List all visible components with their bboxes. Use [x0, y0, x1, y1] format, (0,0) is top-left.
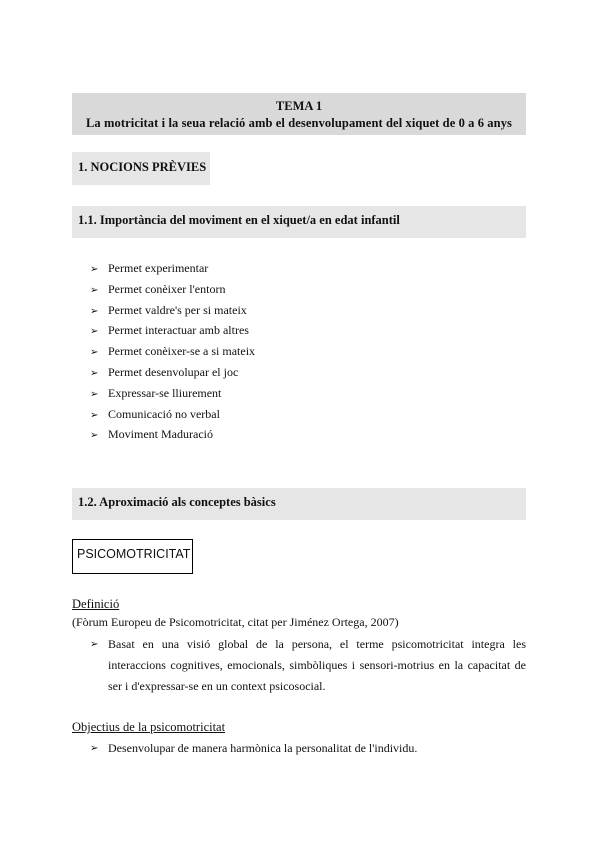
- section-heading-1: 1. NOCIONS PRÈVIES: [72, 152, 210, 185]
- arrow-bullet-icon: ➢: [90, 264, 99, 275]
- arrow-bullet-icon: ➢: [90, 347, 99, 359]
- arrow-bullet-icon: ➢: [90, 430, 99, 442]
- importance-list: [90, 258, 255, 445]
- objectives-heading: Objectius de la psicomotricitat: [72, 720, 226, 734]
- list-item: ➢ Permet desenvolupar el joc: [90, 362, 255, 383]
- list-item: ➢ Expressar-se lliurement: [90, 383, 255, 404]
- definition-heading: Definició: [72, 597, 120, 611]
- arrow-bullet-icon: ➢: [90, 388, 99, 400]
- list-item: ➢ Permet conèixer-se a si mateix: [90, 341, 255, 362]
- arrow-bullet-icon: ➢: [90, 639, 99, 650]
- list-item: ➢ Permet conèixer l'entorn: [90, 279, 255, 300]
- subsection-heading-1-1: 1.1. Importància del moviment en el xiquet/a en edat infantil: [72, 206, 526, 238]
- list-item: ➢ Permet valdre's per si mateix: [90, 300, 255, 321]
- arrow-bullet-icon: ➢: [90, 409, 99, 421]
- list-item: ➢ Permet experimentar: [90, 258, 255, 279]
- list-item: ➢ Permet interactuar amb altres: [90, 320, 255, 341]
- list-item: ➢ Moviment Maduració: [90, 424, 255, 445]
- subsection-heading-1-2: 1.2. Aproximació als conceptes bàsics: [72, 488, 526, 520]
- objectives-item: [90, 738, 526, 759]
- definition-paragraph: [90, 634, 526, 697]
- arrow-bullet-icon: ➢: [90, 284, 99, 296]
- arrow-bullet-icon: ➢: [90, 326, 99, 338]
- definition-text: Basat en una visió global de la persona, el terme psicomotricitat integra les interaccions cognitives, emocionals, simbòliques i sensori-motrius en la capacitat de ser i d'expressar-se en un context psicosocial.: [108, 637, 526, 693]
- title-line-2: La motricitat i la seua relació amb el desenvolupament del xiquet de 0 a 6 anys: [85, 116, 513, 130]
- arrow-bullet-icon: ➢: [90, 367, 99, 379]
- list-item: ➢ Comunicació no verbal: [90, 404, 255, 425]
- concept-box: PSICOMOTRICITAT: [72, 539, 193, 574]
- title-box: [72, 93, 526, 135]
- objective-text: Desenvolupar de manera harmònica la personalitat de l'individu.: [108, 741, 418, 755]
- arrow-bullet-icon: ➢: [90, 305, 99, 317]
- definition-source: (Fòrum Europeu de Psicomotricitat, citat per Jiménez Ortega, 2007): [72, 615, 399, 629]
- title-line-1: TEMA 1: [275, 99, 323, 113]
- arrow-bullet-icon: ➢: [90, 743, 99, 754]
